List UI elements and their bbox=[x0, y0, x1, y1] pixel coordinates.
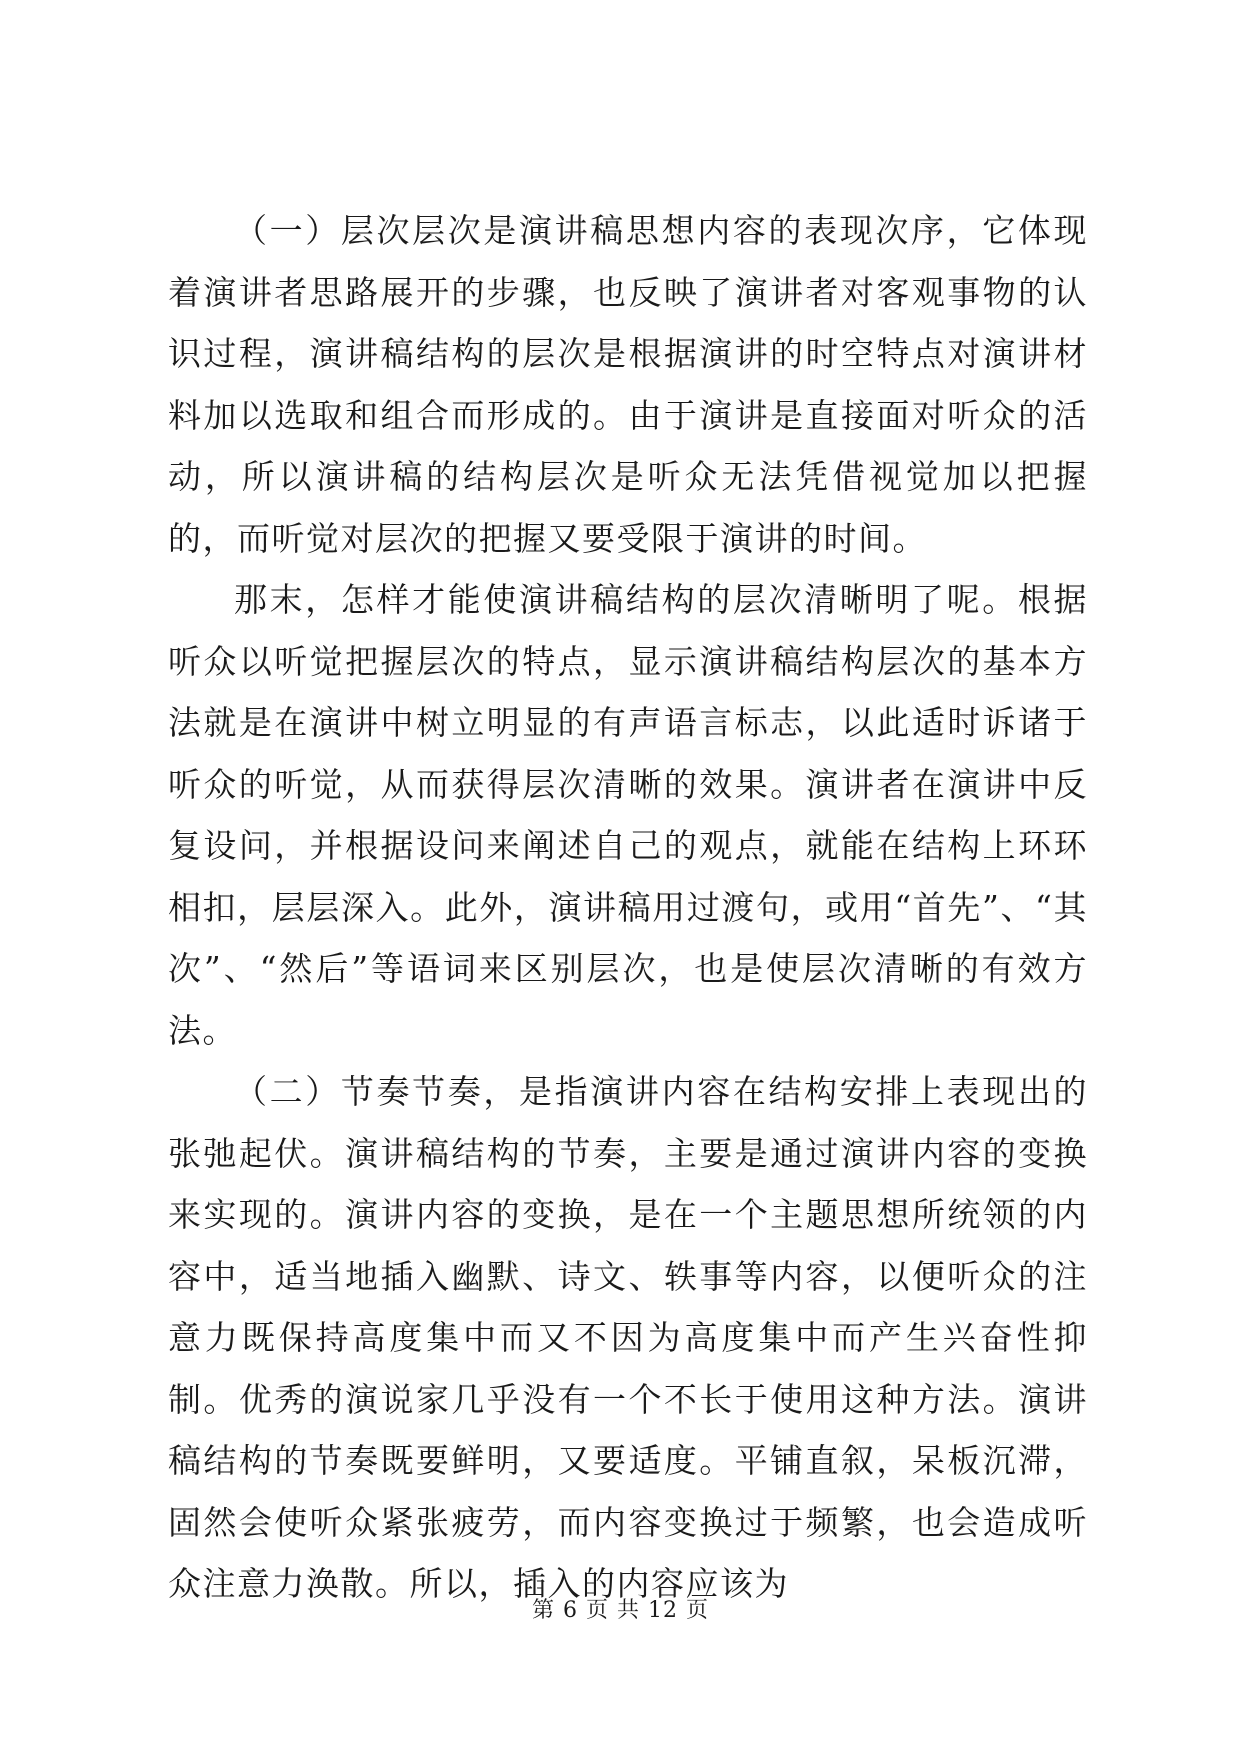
body-text bbox=[168, 200, 1088, 1615]
paragraph-levels: （一）层次层次是演讲稿思想内容的表现次序，它体现着演讲者思路展开的步骤，也反映了演讲者对客观事物的认识过程，演讲稿结构的层次是根据演讲的时空特点对演讲材料加以选取和组合而形成的。由于演讲是直接面对听众的活动，所以演讲稿的结构层次是听众无法凭借视觉加以把握的，而听觉对层次的把握又要受限于演讲的时间。 bbox=[168, 211, 1088, 558]
paragraph-clarity-methods: 那末，怎样才能使演讲稿结构的层次清晰明了呢。根据听众以听觉把握层次的特点，显示演讲稿结构层次的基本方法就是在演讲中树立明显的有声语言标志，以此适时诉诸于听众的听觉，从而获得层次清晰的效果。演讲者在演讲中反复设问，并根据设问来阐述自己的观点，就能在结构上环环相扣，层层深入。此外，演讲稿用过渡句，或用“首先”、“其次”、“然后”等语词来区别层次，也是使层次清晰的有效方法。 bbox=[168, 580, 1088, 1050]
paragraph-rhythm: （二）节奏节奏，是指演讲内容在结构安排上表现出的张弛起伏。演讲稿结构的节奏，主要是通过演讲内容的变换来实现的。演讲内容的变换，是在一个主题思想所统领的内容中，适当地插入幽默、诗文、轶事等内容，以便听众的注意力既保持高度集中而又不因为高度集中而产生兴奋性抑制。优秀的演说家几乎没有一个不长于使用这种方法。演讲稿结构的节奏既要鲜明，又要适度。平铺直叙，呆板沉滞，固然会使听众紧张疲劳，而内容变换过于频繁，也会造成听众注意力涣散。所以，插入的内容应该为 bbox=[168, 1072, 1088, 1603]
page-number-footer: 第 6 页 共 12 页 bbox=[532, 1598, 709, 1623]
